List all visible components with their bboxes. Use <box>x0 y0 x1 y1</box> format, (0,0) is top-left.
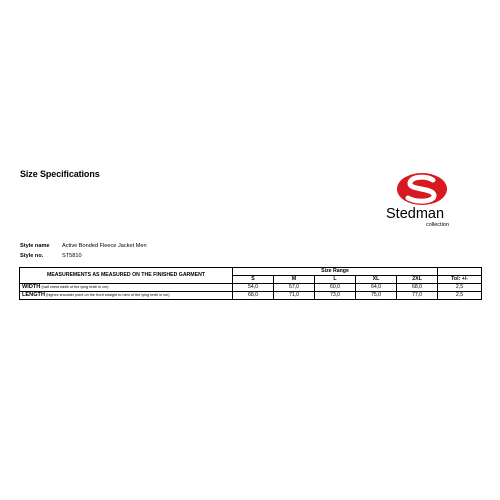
measurement-description: (highes shoulder point on the front straight to hem of the lying textil in cm) <box>45 293 170 297</box>
size-range-header: Size Range <box>233 268 438 276</box>
measurement-header: MEASUREMENTS AS MEASURED ON THE FINISHED GARMENT <box>20 268 233 284</box>
measurement-name: LENGTH <box>22 292 45 298</box>
style-name-label: Style name <box>20 243 50 249</box>
size-header-s: S <box>233 276 274 284</box>
style-name-row <box>20 241 147 251</box>
value-cell: 73,0 <box>315 292 356 300</box>
size-header-xl: XL <box>356 276 397 284</box>
brand-tagline: collection <box>426 222 449 228</box>
value-cell: 68,0 <box>233 292 274 300</box>
tolerance-cell: 2,5 <box>438 292 482 300</box>
style-number-label: Style no. <box>20 253 44 259</box>
measurement-name: WIDTH <box>22 284 41 290</box>
page-title: Size Specifications <box>20 169 100 179</box>
value-cell: 60,0 <box>315 284 356 292</box>
brand-name: Stedman <box>386 206 445 222</box>
stedman-s-logo-icon <box>384 171 484 231</box>
size-header-2xl: 2XL <box>397 276 438 284</box>
table-header-row <box>20 268 482 276</box>
value-cell: 54,0 <box>233 284 274 292</box>
size-header-m: M <box>274 276 315 284</box>
style-number-value: ST5810 <box>62 253 82 259</box>
value-cell: 71,0 <box>274 292 315 300</box>
value-cell: 57,0 <box>274 284 315 292</box>
value-cell: 68,0 <box>397 284 438 292</box>
value-cell: 64,0 <box>356 284 397 292</box>
brand-logo <box>384 171 484 231</box>
style-info <box>20 241 147 261</box>
tolerance-header-spacer <box>438 268 482 276</box>
measurement-description: (half chest width of the lying textil in cm) <box>40 285 109 289</box>
measurement-cell <box>20 284 233 292</box>
style-number-row <box>20 251 147 261</box>
value-cell: 75,0 <box>356 292 397 300</box>
table-row <box>20 292 482 300</box>
size-spec-table <box>19 267 482 300</box>
tolerance-cell: 2,5 <box>438 284 482 292</box>
size-header-l: L <box>315 276 356 284</box>
measurement-cell <box>20 292 233 300</box>
style-name-value: Active Bonded Fleece Jacket Men <box>62 243 147 249</box>
tolerance-header: Tol: +/- <box>438 276 482 284</box>
value-cell: 77,0 <box>397 292 438 300</box>
table-row <box>20 284 482 292</box>
